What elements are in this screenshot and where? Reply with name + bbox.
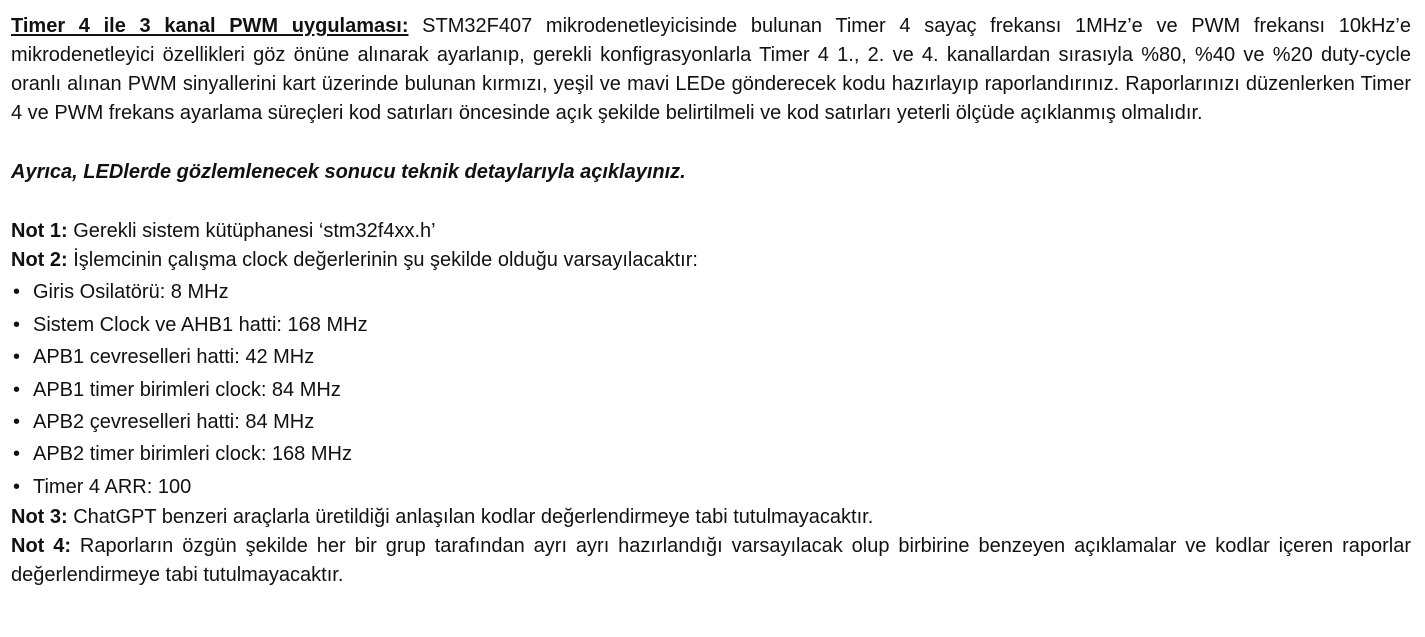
- list-item-text: APB2 timer birimleri clock: 168 MHz: [33, 443, 352, 466]
- note-label: Not 4:: [11, 534, 72, 557]
- list-item: [11, 440, 1411, 469]
- clock-values-list: [11, 278, 1411, 501]
- bullet-icon: •: [13, 346, 21, 369]
- list-item-text: Giris Osilatörü: 8 MHz: [33, 281, 229, 304]
- note-label: Not 1:: [11, 220, 68, 242]
- note-text: İşlemcinin çalışma clock değerlerinin şu şekilde olduğu varsayılacaktır:: [67, 249, 698, 271]
- list-item: [11, 278, 1411, 307]
- intro-paragraph: [11, 12, 1411, 128]
- list-item-text: Sistem Clock ve AHB1 hatti: 168 MHz: [33, 313, 368, 336]
- bullet-icon: •: [13, 443, 21, 466]
- note-label: Not 3:: [11, 505, 68, 528]
- list-item: [11, 408, 1411, 437]
- note-1: [11, 217, 1411, 246]
- intro-body: STM32F407 mikrodenetleyicisinde bulunan Timer 4 sayaç frekansı 1MHz’e ve PWM frekansı 10kHz’e mikrodenetleyici özellikleri göz önüne alınarak ayarlanıp, gerekli konfigrasyonlarla Timer 4 1., 2. ve 4. kanallardan sırasıyla %80, %40 ve %20 duty-cycle oranlı alınan PWM sinyallerini kart üzerinde bulunan kırmızı, yeşil ve mavi LEDe gönderecek kodu hazırlayıp raporlandırınız. Raporlarınızı düzenlerken Timer 4 ve PWM frekans ayarlama süreçleri kod satırları öncesinde açık şekilde belirtilmeli ve kod satırları yeterli ölçüde açıklanmış olmalıdır.: [11, 15, 1411, 124]
- list-item: [11, 376, 1411, 405]
- intro-title: Timer 4 ile 3 kanal PWM uygulaması:: [11, 15, 409, 37]
- spacer: [11, 187, 1411, 217]
- list-item-text: APB1 cevreselleri hatti: 42 MHz: [33, 346, 315, 369]
- bullet-icon: •: [13, 475, 21, 498]
- list-item-text: Timer 4 ARR: 100: [33, 475, 192, 498]
- note-text: Gerekli sistem kütüphanesi ‘stm32f4xx.h’: [67, 220, 436, 242]
- note-text: ChatGPT benzeri araçlarla üretildiği anlaşılan kodlar değerlendirmeye tabi tutulmayacaktır.: [67, 505, 874, 528]
- bullet-icon: •: [13, 313, 21, 336]
- note-4: [11, 532, 1411, 590]
- bullet-icon: •: [13, 410, 21, 433]
- list-item-text: APB2 çevreselleri hatti: 84 MHz: [33, 410, 315, 433]
- note-label: Not 2:: [11, 249, 68, 271]
- bullet-icon: •: [13, 281, 21, 304]
- note-3: [11, 503, 1411, 532]
- spacer: [11, 128, 1411, 158]
- list-item-text: APB1 timer birimleri clock: 84 MHz: [33, 378, 341, 401]
- emphasis-instruction: Ayrıca, LEDlerde gözlemlenecek sonucu teknik detaylarıyla açıklayınız.: [11, 161, 686, 183]
- note-2: [11, 246, 1411, 275]
- note-text: Raporların özgün şekilde her bir grup tarafından ayrı ayrı hazırlandığı varsayılacak olup birbirine benzeyen açıklamalar ve kodlar içeren raporlar değerlendirmeye tabi tutulmayacaktır.: [11, 534, 1411, 586]
- list-item: [11, 311, 1411, 340]
- bullet-icon: •: [13, 378, 21, 401]
- list-item: [11, 473, 1411, 502]
- list-item: [11, 343, 1411, 372]
